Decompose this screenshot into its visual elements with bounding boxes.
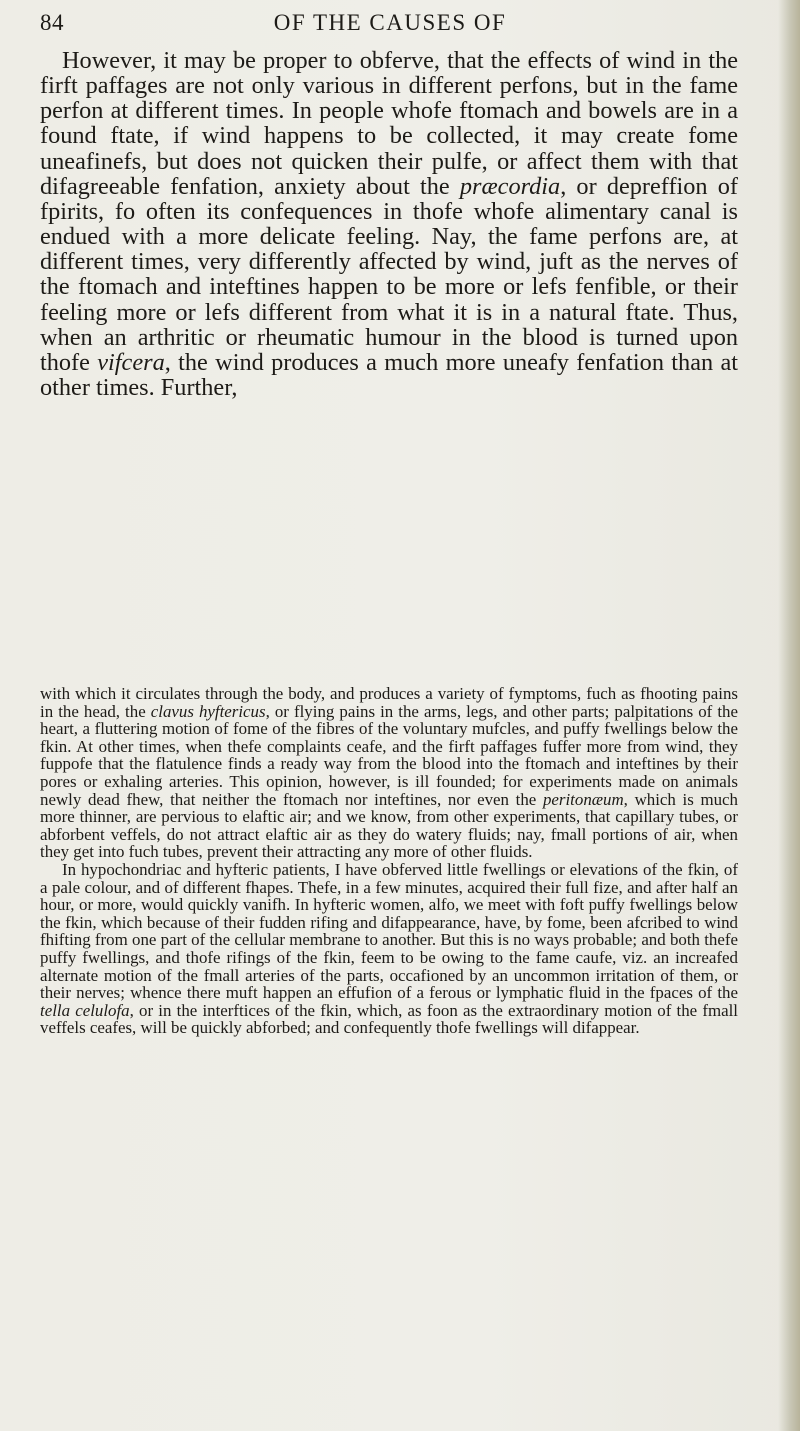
paragraph-3 — [40, 861, 738, 1037]
page-header — [40, 8, 740, 42]
para2-italic-clavus: clavus hyftericus — [150, 701, 266, 721]
para1-text-b: , or depreffion of fpirits, fo often its confequences in thofe whofe alimentary canal is endued with a more delicate feeling. Nay, the fame perfons are, at different times, very differently affected by wind, juft as the nerves of the ftomach and inteftines happen to be more or lefs fenfible, or their feeling more or lefs different from what it is in a natural ftate. Thus, when an arthritic or rheumatic humour in the blood is turned upon thofe — [40, 172, 738, 376]
paragraph-2 — [40, 685, 738, 861]
para2-text-c: , which is much more thinner, are pervious to elaftic air; and we know, from other experiments, that capillary tubes, or abforbent veffels, do not attract elaftic air as they do watery fluids; nay, fmall portions of air, when they get into fuch tubes, prevent their attracting any more of other fluids. — [40, 789, 738, 862]
para3-text-a: In hypochondriac and hyfteric patients, I have obferved little fwellings or elevations of the fkin, of a pale colour, and of different fhapes. Thefe, in a few minutes, acquired their full fize, and after half an hour, or more, would quickly vanifh. In hyfteric women, alfo, we meet with foft puffy fwellings below the fkin, which because of their fudden rifing and difappearance, have, by fome, been afcribed to wind fhifting from one part of the cellular membrane to another. But this is no ways probable; and both thefe puffy fwellings, and thofe rifings of the fkin, feem to be owing to the fame caufe, viz. an increafed alternate motion of the fmall arteries of the parts, occafioned by an uncommon irritation of them, or their nerves; whence there muft happen an effufion of a ferous or lymphatic fluid in the fpaces of the — [40, 859, 738, 1003]
page-number: 84 — [40, 10, 64, 35]
para3-italic-tella: tella celulofa — [40, 1000, 130, 1020]
para1-text-c: , the wind produces a much more uneafy fenfation than at other times. Further, — [40, 348, 739, 402]
para2-text-b: , or flying pains in the arms, legs, and other parts; palpitations of the heart, a fluttering motion of fome of the fibres of the voluntary mufcles, and puffy fwellings below the fkin. At other times, when thefe complaints ceafe, and the firft paffages fuffer more from wind, they fuppofe that the flatulence finds a ready way from the blood into the ftomach and inteftines by their pores or exhaling arteries. This opinion, however, is ill founded; for experiments made on animals newly dead fhew, that neither the ftomach nor inteftines, nor even the — [40, 701, 739, 809]
page-edge-shadow — [778, 0, 800, 1431]
main-text-small — [40, 685, 738, 1037]
running-head: OF THE CAUSES OF — [273, 10, 507, 35]
main-text-large — [40, 48, 738, 400]
paragraph-1 — [40, 48, 738, 400]
para1-italic-viscera: vifcera — [97, 348, 165, 376]
para1-italic-praecordia: præcordia — [459, 172, 561, 200]
para1-text-a: However, it may be proper to obferve, that the effects of wind in the firft paffages are not only various in different perfons, but in the fame perfon at different times. In people whofe ftomach and bowels are in a found ftate, if wind happens to be collected, it may create fome uneafinefs, but does not quicken their pulfe, or affect them with that difagreeable fenfation, anxiety about the — [40, 47, 738, 200]
para3-text-b: , or in the interftices of the fkin, which, as foon as the extraordinary motion of the fmall veffels ceafes, will be quickly abforbed; and confequently thofe fwellings will difappear. — [40, 1000, 738, 1038]
para2-italic-peritonaeum: peritonæum — [542, 789, 624, 809]
para2-text-a: with which it circulates through the body, and produces a variety of fymptoms, fuch as fhooting pains in the head, the — [40, 684, 738, 721]
